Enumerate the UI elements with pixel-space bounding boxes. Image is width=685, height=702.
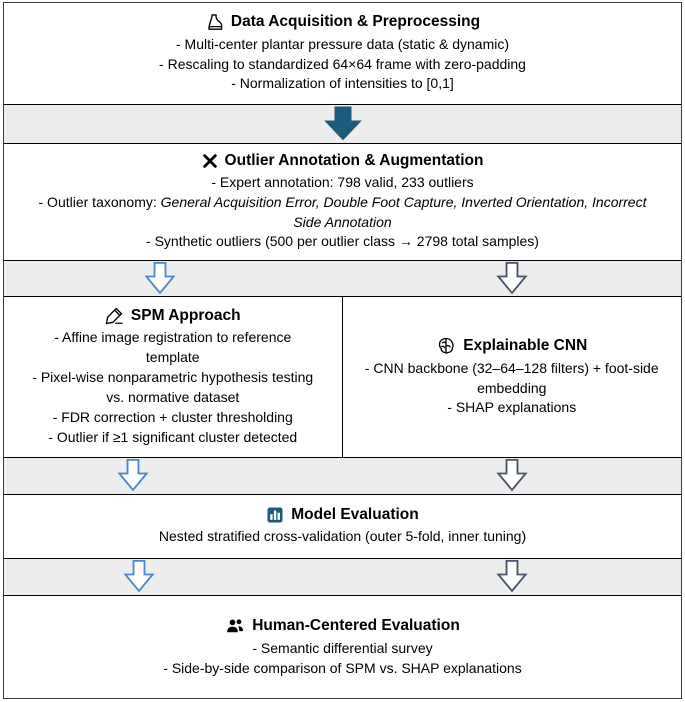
people-icon: [225, 616, 245, 636]
stage-detail: - Multi-center plantar pressure data (static & dynamic): [175, 35, 509, 52]
flow-connector-band: [4, 558, 681, 596]
bar-chart-icon: [266, 506, 284, 524]
hollow-down-arrow-icon: [144, 261, 175, 294]
stage-title: Model Evaluation: [291, 506, 419, 524]
hollow-down-arrow-icon: [496, 560, 527, 593]
stage-detail: - Side-by-side comparison of SPM vs. SHAP explanations: [163, 659, 522, 676]
stage-detail: - Rescaling to standardized 64×64 frame with zero-padding: [159, 55, 526, 72]
stage-detail: - Affine image registration to reference template: [54, 329, 292, 366]
stage-detail: - SHAP explanations: [447, 399, 577, 416]
stage-title: Explainable CNN: [463, 336, 588, 354]
stage-title: Human-Centered Evaluation: [252, 616, 460, 634]
stage-detail: - Pixel-wise nonparametric hypothesis testing vs. normative dataset: [32, 369, 314, 405]
stage-detail: - Normalization of intensities to [0,1]: [231, 75, 454, 92]
brain-icon: [436, 336, 456, 356]
stage-detail: - FDR correction + cluster thresholding: [52, 408, 293, 425]
solid-down-arrow-icon: [324, 106, 362, 140]
stage-spm-approach: [4, 297, 343, 457]
stage-human-centered-evaluation: [4, 596, 681, 698]
flow-connector-band: [4, 260, 681, 297]
stage-title-row: [436, 336, 587, 356]
stage-title: Outlier Annotation & Augmentation: [224, 151, 484, 169]
hollow-down-arrow-icon: [496, 459, 527, 492]
parallel-methods-row: [4, 297, 681, 457]
stage-explainable-cnn: [343, 297, 682, 457]
stage-title-row: [202, 152, 484, 170]
stage-detail: Nested stratified cross-validation (outer 5-fold, inner tuning): [158, 528, 527, 545]
hollow-down-arrow-icon: [496, 261, 527, 294]
stage-detail: - CNN backbone (32–64–128 filters) + foot-side embedding: [364, 359, 659, 396]
signature-pen-icon: [105, 306, 124, 325]
stage-title-row: [225, 616, 460, 636]
x-mark-icon: [202, 153, 218, 169]
taxonomy-class-list: General Acquisition Error, Double Foot Capture, Inverted Orientation, Incorrect Side Annotation: [160, 193, 647, 230]
hollow-down-arrow-icon: [124, 560, 155, 593]
stage-outlier-annotation: [4, 144, 681, 260]
foot-icon: [205, 13, 224, 32]
stage-title: Data Acquisition & Preprocessing: [230, 13, 481, 31]
stage-detail: - Synthetic outliers (500 per outlier class → 2798 total samples): [146, 233, 539, 250]
stage-model-evaluation: [4, 495, 681, 558]
stage-title-row: [266, 506, 418, 524]
hollow-down-arrow-icon: [117, 459, 148, 492]
methodology-flowchart: [3, 2, 682, 699]
flow-connector-band: [4, 457, 681, 495]
stage-detail-taxonomy: [28, 193, 657, 233]
flow-connector-band: [4, 104, 681, 144]
stage-detail: - Semantic differential survey: [252, 639, 433, 656]
stage-title-row: [105, 306, 241, 325]
stage-title: SPM Approach: [130, 306, 241, 324]
stage-data-acquisition: [4, 3, 681, 104]
stage-detail: - Outlier if ≥1 significant cluster detected: [48, 428, 298, 445]
stage-title-row: [205, 13, 480, 32]
stage-detail: - Expert annotation: 798 valid, 233 outliers: [211, 173, 474, 190]
taxonomy-prefix: - Outlier taxonomy:: [38, 193, 161, 210]
